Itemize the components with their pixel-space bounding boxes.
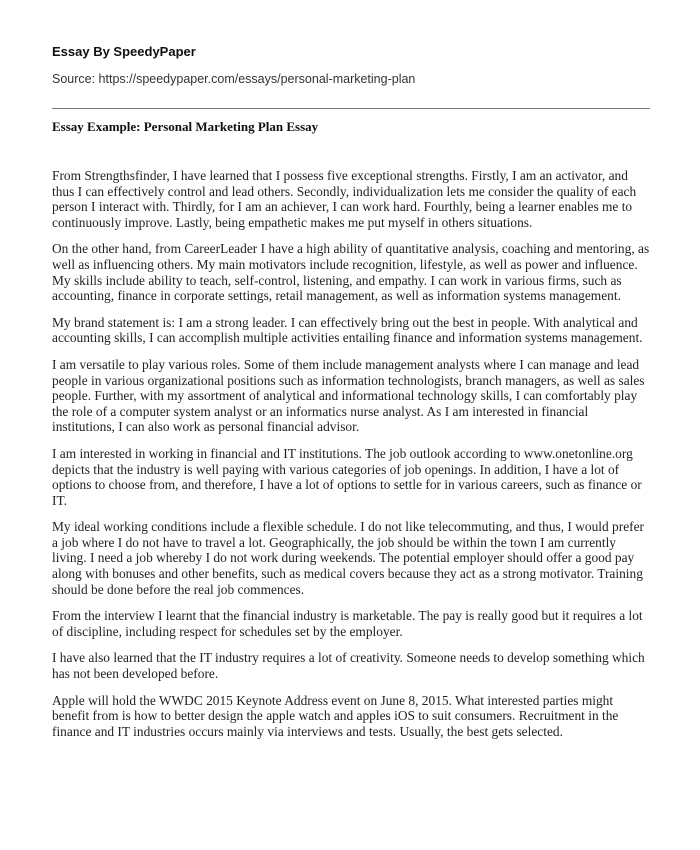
source-line: Source: https://speedypaper.com/essays/personal-marketing-plan <box>52 72 416 86</box>
document-header-title: Essay By SpeedyPaper <box>52 44 196 59</box>
essay-paragraph: I have also learned that the IT industry requires a lot of creativity. Someone needs to develop something which has not been developed before. <box>52 650 645 682</box>
essay-body <box>52 168 652 750</box>
essay-title: Essay Example: Personal Marketing Plan Essay <box>52 119 319 134</box>
essay-paragraph: My brand statement is: I am a strong leader. I can effectively bring out the best in people. With analytical and accounting skills, I can accomplish multiple activities entailing finance and information systems management. <box>52 314 643 346</box>
essay-paragraph: On the other hand, from CareerLeader I have a high ability of quantitative analysis, coaching and mentoring, as well as influencing others. My main motivators include recognition, lifestyle, as well as power and influence. My skills include ability to teach, self-control, listening, and empathy. I can work in various firms, such as accounting, finance in corporate settings, retail management, as well as information systems management. <box>52 241 650 304</box>
header-divider <box>52 108 650 109</box>
essay-paragraph: From Strengthsfinder, I have learned that I possess five exceptional strengths. Firstly, I am an activator, and thus I can effectively control and lead others. Secondly, individualization lets me consider the quality of each person I interact with. Thirdly, for I am an achiever, I can work hard. Fourthly, being a learner enables me to continuously improve. Lastly, being empathetic makes me put myself in others situations. <box>52 168 637 230</box>
essay-paragraph: From the interview I learnt that the financial industry is marketable. The pay is really good but it requires a lot of discipline, including respect for schedules set by the employer. <box>52 608 643 639</box>
essay-paragraph: I am interested in working in financial and IT institutions. The job outlook according to www.onetonline.org depicts that the industry is well paying with various categories of job openings. In addition, I have a lot of options to choose from, and therefore, I have a lot of options to settle for in various careers, such as finance or IT. <box>52 445 642 508</box>
essay-paragraph: I am versatile to play various roles. Some of them include management analysts where I can manage and lead people in various organizational positions such as information technologists, branch managers, as well as sales people. Further, with my assortment of analytical and informational technology skills, I can comfortably play the role of a computer system analyst or an informatics nurse analyst. As I am interested in financial institutions, I can also work as personal financial advisor. <box>52 356 645 435</box>
essay-paragraph: My ideal working conditions include a flexible schedule. I do not like telecommuting, and thus, I would prefer a job where I do not have to travel a lot. Geographically, the job should be within the town I am currently living. I need a job whereby I do not work during weekends. The potential employer should offer a good pay along with bonuses and other benefits, such as medical covers because they act as a strong motivator. Training should be done before the real job commences. <box>52 519 645 597</box>
essay-paragraph: Apple will hold the WWDC 2015 Keynote Address event on June 8, 2015. What interested parties might benefit from is how to better design the apple watch and apples iOS to suit consumers. Recruitment in the finance and IT industries occurs mainly via interviews and tests. Usually, the best gets selected. <box>52 692 619 739</box>
